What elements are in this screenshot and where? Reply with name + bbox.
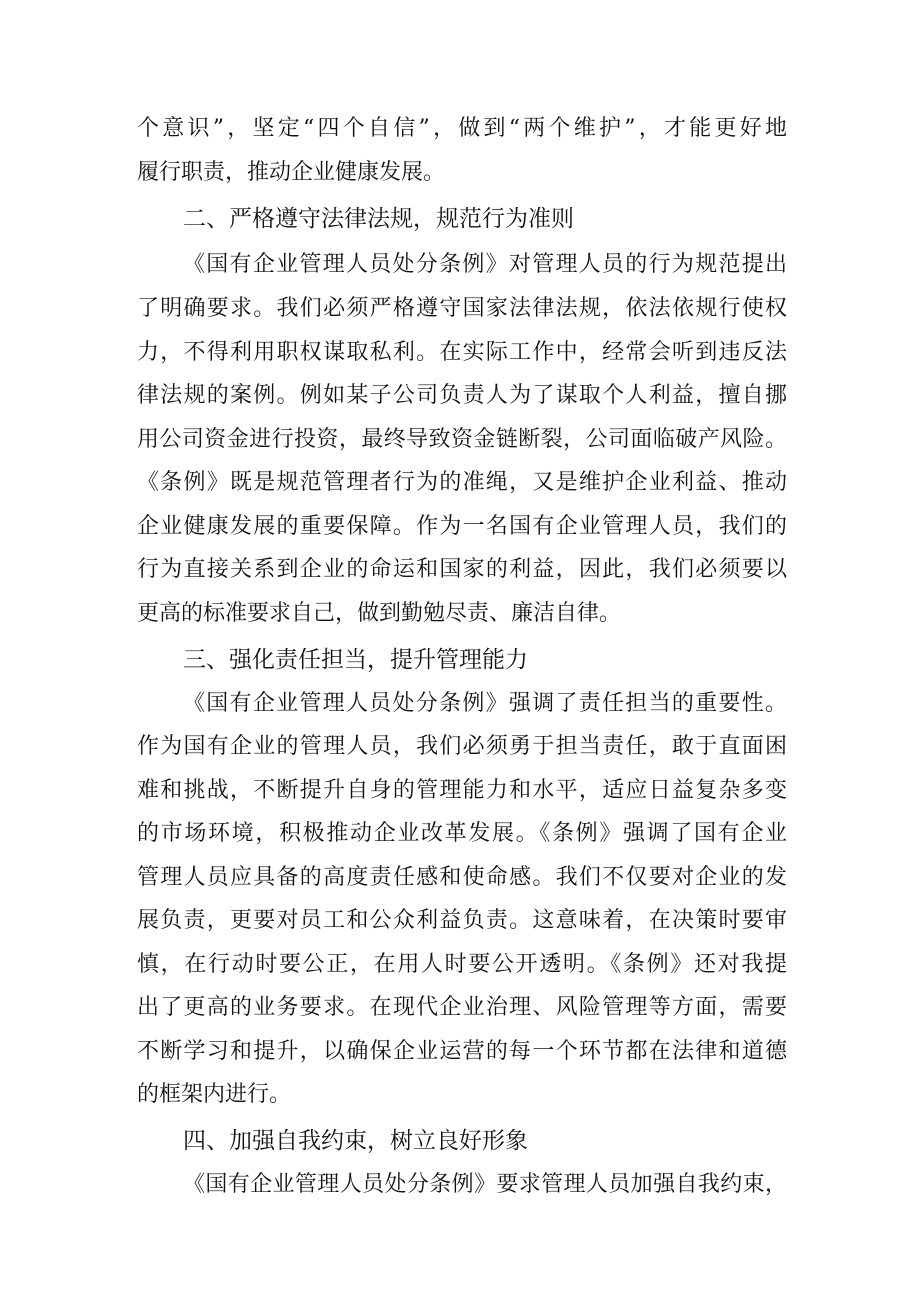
body-line: 更高的标准要求自己，做到勤勉尽责、廉洁自律。: [137, 601, 622, 626]
body-line: 履行职责，推动企业健康发展。: [137, 160, 446, 185]
body-line: 企业健康发展的重要保障。作为一名国有企业管理人员，我们的: [137, 514, 787, 539]
body-line: 慎，在行动时要公正，在用人时要公开透明。《条例》还对我提: [137, 952, 787, 977]
body-line: 出了更高的业务要求。在现代企业治理、风险管理等方面，需要: [137, 995, 787, 1020]
body-line: 个意识”，坚定“四个自信”，做到“两个维护”，才能更好地: [137, 116, 787, 141]
body-line: 《国有企业管理人员处分条例》要求管理人员加强自我约束，: [183, 1172, 787, 1197]
body-line: 力，不得利用职权谋取私利。在实际工作中，经常会听到违反法: [137, 340, 787, 365]
body-line: 律法规的案例。例如某子公司负责人为了谋取个人利益，擅自挪: [137, 383, 787, 408]
body-line: 《条例》既是规范管理者行为的准绳，又是维护企业利益、推动: [137, 470, 787, 495]
body-line: 管理人员应具备的高度责任感和使命感。我们不仅要对企业的发: [137, 865, 787, 890]
body-line: 用公司资金进行投资，最终导致资金链断裂，公司面临破产风险。: [137, 427, 787, 452]
body-line: 《国有企业管理人员处分条例》强调了责任担当的重要性。: [183, 691, 787, 716]
section-heading: 三、强化责任担当，提升管理能力: [183, 647, 528, 673]
body-line: 不断学习和提升，以确保企业运营的每一个环节都在法律和道德: [137, 1039, 787, 1064]
body-line: 《国有企业管理人员处分条例》对管理人员的行为规范提出: [183, 252, 787, 277]
body-line: 行为直接关系到企业的命运和国家的利益，因此，我们必须要以: [137, 557, 787, 582]
section-heading: 四、加强自我约束，树立良好形象: [183, 1128, 528, 1154]
body-line: 的框架内进行。: [137, 1082, 292, 1107]
body-line: 了明确要求。我们必须严格遵守国家法律法规，依法依规行使权: [137, 296, 787, 321]
body-line: 展负责，更要对员工和公众利益负责。这意味着，在决策时要审: [137, 908, 787, 933]
body-line: 的市场环境，积极推动企业改革发展。《条例》强调了国有企业: [137, 821, 787, 846]
body-line: 难和挑战，不断提升自身的管理能力和水平，适应日益复杂多变: [137, 778, 787, 803]
section-heading: 二、严格遵守法律法规，规范行为准则: [183, 206, 574, 232]
body-line: 作为国有企业的管理人员，我们必须勇于担当责任，敢于直面困: [137, 734, 787, 759]
